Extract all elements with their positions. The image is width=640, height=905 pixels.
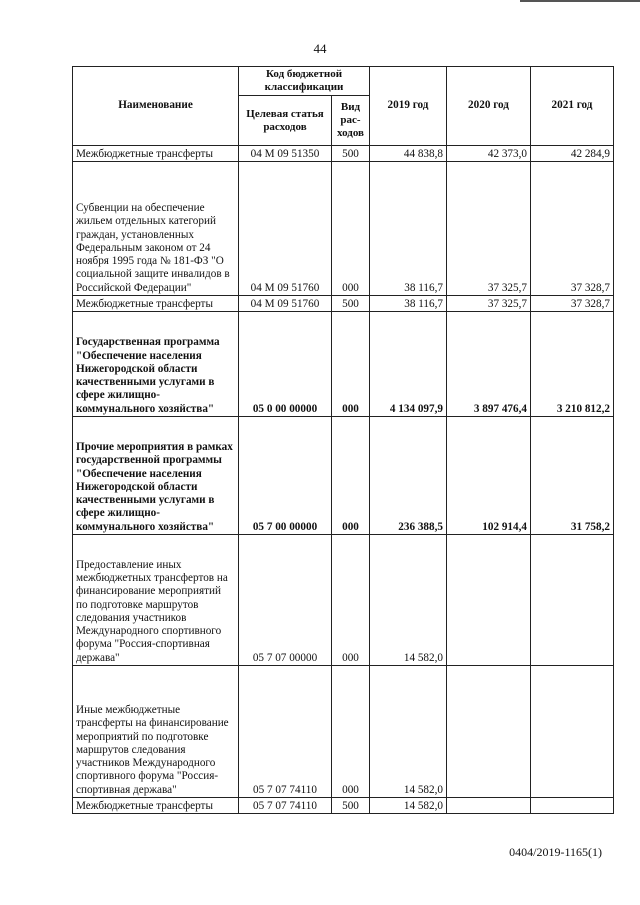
row-target-code-cell: 05 7 07 00000	[239, 535, 332, 666]
row-value-2021-cell	[531, 535, 614, 666]
row-value-2020-cell: 37 325,7	[447, 162, 531, 296]
header-expense-type: Вид рас-ходов	[332, 96, 370, 146]
row-value-2021-cell: 3 210 812,2	[531, 312, 614, 417]
row-expense-type-cell: 000	[332, 312, 370, 417]
row-value-2021-cell: 37 328,7	[531, 162, 614, 296]
table-row	[73, 535, 614, 666]
row-target-code-cell: 05 0 00 00000	[239, 312, 332, 417]
header-name: Наименование	[73, 67, 239, 146]
document-code: 0404/2019-1165(1)	[509, 845, 602, 859]
row-name-cell: Межбюджетные трансферты	[73, 798, 239, 814]
row-value-2020-cell	[447, 798, 531, 814]
row-value-2020-cell: 42 373,0	[447, 146, 531, 162]
row-value-2019-cell: 38 116,7	[370, 296, 447, 312]
row-value-2019-cell: 44 838,8	[370, 146, 447, 162]
top-edge-line	[520, 0, 640, 2]
table-row	[73, 666, 614, 798]
row-expense-type-cell: 500	[332, 146, 370, 162]
table-row	[73, 162, 614, 296]
budget-table	[72, 66, 614, 814]
row-value-2019-cell: 38 116,7	[370, 162, 447, 296]
row-value-2021-cell: 31 758,2	[531, 417, 614, 535]
table-row	[73, 798, 614, 814]
table-row	[73, 296, 614, 312]
row-expense-type-cell: 000	[332, 666, 370, 798]
row-name-cell: Государственная программа "Обеспечение населения Нижегородской области качественными услугами в сфере жилищно-коммунального хозяйства"	[73, 312, 239, 417]
row-expense-type-cell: 500	[332, 798, 370, 814]
row-target-code-cell: 04 М 09 51760	[239, 296, 332, 312]
row-value-2020-cell: 37 325,7	[447, 296, 531, 312]
row-target-code-cell: 04 М 09 51350	[239, 146, 332, 162]
header-target-article: Целевая статья расходов	[239, 96, 332, 146]
row-value-2021-cell: 37 328,7	[531, 296, 614, 312]
row-name-cell: Субвенции на обеспечение жильем отдельных категорий граждан, установленных Федеральным законом от 24 ноября 1995 года № 181-ФЗ "О социальной защите инвалидов в Российской Федерации"	[73, 162, 239, 296]
row-name-cell: Межбюджетные трансферты	[73, 296, 239, 312]
row-name-cell: Предоставление иных межбюджетных трансфертов на финансирование мероприятий по подготовке маршрутов следования участников Международного спортивного форума "Россия-спортивная держава"	[73, 535, 239, 666]
row-name-cell: Межбюджетные трансферты	[73, 146, 239, 162]
page-number: 44	[313, 41, 327, 56]
row-expense-type-cell: 000	[332, 162, 370, 296]
row-target-code-cell: 04 М 09 51760	[239, 162, 332, 296]
row-value-2021-cell	[531, 666, 614, 798]
row-expense-type-cell: 000	[332, 535, 370, 666]
row-value-2021-cell: 42 284,9	[531, 146, 614, 162]
header-year-2019: 2019 год	[370, 67, 447, 146]
row-value-2020-cell	[447, 535, 531, 666]
table-row	[73, 417, 614, 535]
header-year-2021: 2021 год	[531, 67, 614, 146]
row-value-2021-cell	[531, 798, 614, 814]
row-value-2019-cell: 236 388,5	[370, 417, 447, 535]
table-row	[73, 312, 614, 417]
row-expense-type-cell: 500	[332, 296, 370, 312]
row-value-2019-cell: 4 134 097,9	[370, 312, 447, 417]
row-value-2019-cell: 14 582,0	[370, 666, 447, 798]
row-value-2020-cell: 102 914,4	[447, 417, 531, 535]
row-value-2019-cell: 14 582,0	[370, 535, 447, 666]
header-year-2020: 2020 год	[447, 67, 531, 146]
row-name-cell: Иные межбюджетные трансферты на финансирование мероприятий по подготовке маршрутов следования участников Международного спортивного форума "Россия-спортивная держава"	[73, 666, 239, 798]
table-row	[73, 146, 614, 162]
row-target-code-cell: 05 7 07 74110	[239, 666, 332, 798]
row-value-2019-cell: 14 582,0	[370, 798, 447, 814]
row-name-cell: Прочие мероприятия в рамках государственной программы "Обеспечение населения Нижегородской области качественными услугами в сфере жилищно-коммунального хозяйства"	[73, 417, 239, 535]
table-body	[73, 146, 614, 814]
row-target-code-cell: 05 7 00 00000	[239, 417, 332, 535]
row-target-code-cell: 05 7 07 74110	[239, 798, 332, 814]
row-value-2020-cell	[447, 666, 531, 798]
row-value-2020-cell: 3 897 476,4	[447, 312, 531, 417]
row-expense-type-cell: 000	[332, 417, 370, 535]
header-budget-code: Код бюджетной классификации	[239, 67, 370, 96]
